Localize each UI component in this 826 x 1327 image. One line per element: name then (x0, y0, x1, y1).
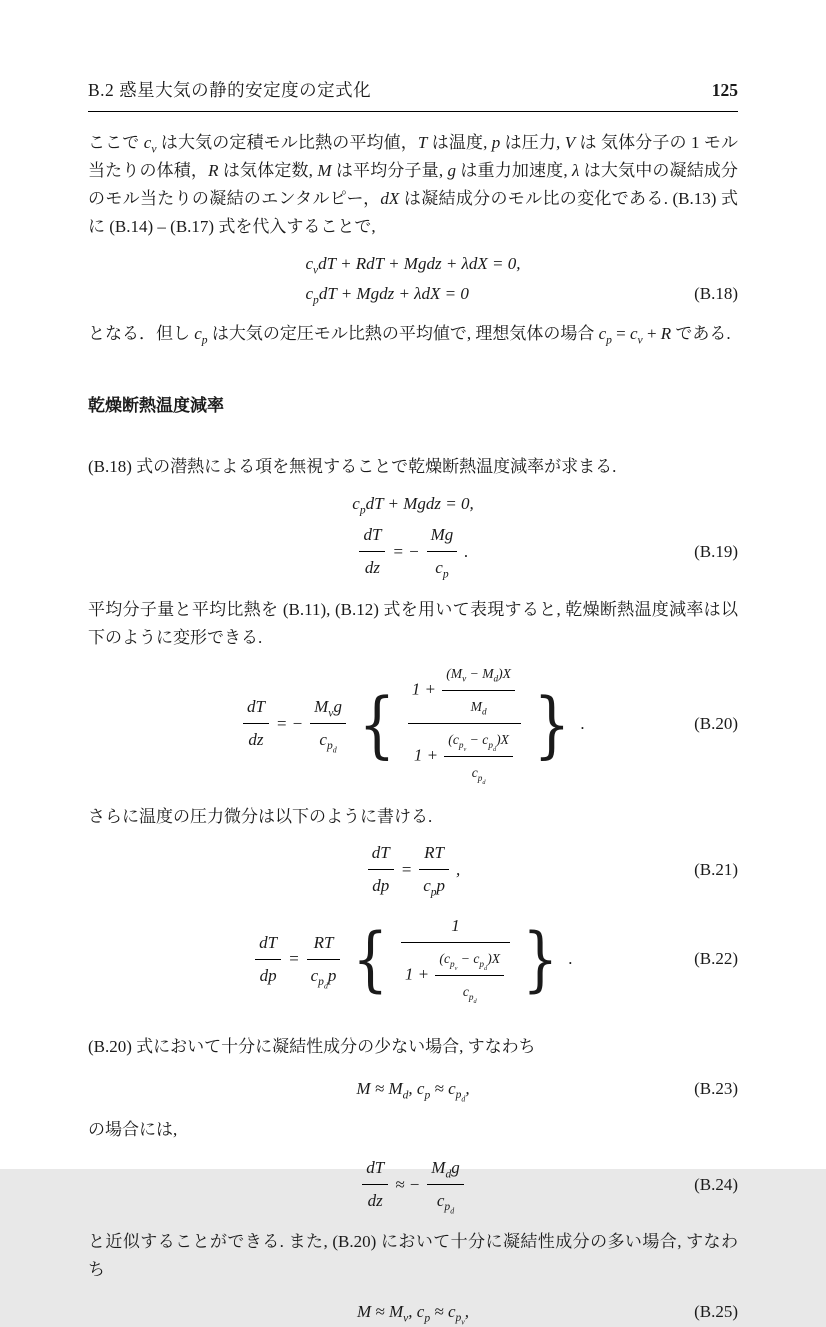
equation-b25 (88, 1297, 738, 1327)
paragraph-before-b21: さらに温度の圧力微分は以下のように書ける. (88, 807, 433, 826)
equation-b18-number: (B.18) (694, 284, 738, 303)
equation-b24-number: (B.24) (694, 1174, 738, 1194)
fraction-RT-cpdp: $\frac{RT}{c_{p_d}p}$ (307, 929, 341, 990)
section-title: B.2 惑星大気の静的安定度の定式化 (88, 80, 372, 100)
fraction-inner-denominator: $\frac{(c_{p_v} - c_{p_d})X}{c_{p_d}}$ (444, 726, 513, 787)
equation-b18 (88, 249, 738, 309)
paragraph-before-b23: (B.20) 式において十分に凝結性成分の少ない場合, すなわち (88, 1037, 536, 1056)
subsection-heading-dry-adiabat: 乾燥断熱温度減率 (88, 396, 224, 415)
equals-minus: = − (392, 541, 420, 561)
fraction-dT-dz: $\frac{dT}{dz}$ (359, 521, 385, 582)
fraction-dT-dz: $\frac{dT}{dz}$ (362, 1154, 388, 1215)
fraction-inner-numerator: $\frac{(M_v - M_d)X}{M_d}$ (442, 660, 515, 721)
equation-b25-line: $M \approx M_v$, $c_p \approx c_{p_v}$, (356, 1302, 470, 1327)
equation-b19-number: (B.19) (694, 542, 738, 561)
fraction-molar-ratio: 1 + $\frac{(M_v - M_d)X}{M_d}$ 1 + $\frac{(c_{p_v} - c_{p_d})X}{c_{p_d}}$ (408, 660, 521, 787)
approx-minus: ≈ − (395, 1174, 421, 1194)
equation-b25-number: (B.25) (694, 1302, 738, 1321)
paragraph-after-b18: となる．但し $c_p$ は大気の定圧モル比熱の平均値で, 理想気体の場合 $c_p = c_v + R$ である. (88, 324, 731, 347)
fraction-RT-cpp: $\frac{RT}{c_pp}$ (419, 839, 449, 900)
equation-b18-line2: $c_pdT$ + Mgdz + λdX = 0 (305, 284, 469, 307)
equation-b20-number: (B.20) (694, 713, 738, 733)
equation-b18-body (88, 249, 738, 309)
equals: = (400, 859, 413, 879)
equation-b24 (88, 1154, 738, 1215)
equation-b21-number: (B.21) (694, 859, 738, 879)
equation-b23-number: (B.23) (694, 1079, 738, 1098)
equation-b21-line (88, 839, 738, 900)
fraction-Mdg-cpd: $\frac{M_dg}{c_{p_d}}$ (427, 1154, 463, 1215)
paragraph-intro-symbols: ここで $c_v$ は大気の定積モル比熱の平均値，T は温度, p は圧力, V は 気体分子の 1 モル当たりの体積，R は気体定数, M は平均分子量, g は重力加速度, λ は大気中の凝結成分のモル当たりの凝結のエンタルピー，dX は凝結成分のモル比の変化である. (B.13) 式に (B.14) – (B.17) 式を代入することで, (88, 133, 739, 236)
equals-minus: = − (275, 713, 304, 733)
fraction-dT-dp: $\frac{dT}{dp}$ (368, 839, 394, 900)
paragraph-before-b20: 平均分子量と平均比熱を (B.11), (B.12) 式を用いて表現すると, 乾燥断熱温度減率は以下のように変形できる. (88, 600, 738, 647)
equation-b19-line1: $c_pdT$ + Mgdz = 0, (352, 494, 474, 517)
paragraph-before-b19: (B.18) 式の潜熱による項を無視することで乾燥断熱温度減率が求まる. (88, 457, 617, 476)
fraction-inner: $\frac{(c_{p_v} - c_{p_d})X}{c_{p_d}}$ (435, 945, 504, 1006)
fraction-dT-dz: $\frac{dT}{dz}$ (243, 693, 269, 754)
comma: , (456, 859, 461, 879)
equation-b19-line2 (88, 521, 738, 582)
period: . (464, 541, 469, 561)
equation-b20 (88, 660, 738, 787)
fraction-Mvg-cpd: $\frac{M_vg}{c_{p_d}}$ (310, 693, 346, 754)
equation-b20-line: $\frac{dT}{dz}$ = − $\frac{M_vg}{c_{p_d}}$ { 1 + $\frac{(M_v - M_d)X}{M_d}$ 1 + $\frac{(c_{p_v} - c_{p_d})X}{c_{p_d}}$ } . (88, 660, 738, 787)
paragraph-no-baai: の場合には, (88, 1120, 178, 1139)
equation-b21 (88, 839, 738, 900)
fraction-dT-dp: $\frac{dT}{dp}$ (255, 929, 281, 990)
equation-b23-line: $M \approx M_d$, $c_p \approx c_{p_d}$, (356, 1079, 470, 1104)
paragraph-before-b25: と近似することができる. また, (B.20) において十分に凝結性成分の多い場合, すなわち (88, 1232, 738, 1279)
equation-b22-number: (B.22) (694, 949, 738, 968)
equation-b19 (88, 489, 738, 582)
equation-b18-line1: $c_vdT$ + RdT + Mgdz + λdX = 0, (305, 254, 521, 277)
running-header (88, 76, 738, 112)
equation-b24-line (88, 1154, 738, 1215)
equation-b22 (88, 912, 738, 1006)
page-number: 125 (711, 80, 738, 100)
equation-b22-line: $\frac{dT}{dp}$ = $\frac{RT}{c_{p_d}p}$ { 1 1 + $\frac{(c_{p_v} - c_{p_d})X}{c_{p_d}}$ } . (88, 912, 738, 1006)
equation-b23 (88, 1074, 738, 1104)
fraction-Mg-cp: $\frac{Mg}{c_p}$ (427, 521, 458, 582)
period: . (568, 949, 573, 968)
fraction-one-over: 1 1 + $\frac{(c_{p_v} - c_{p_d})X}{c_{p_d}}$ (401, 912, 510, 1006)
equals: = (288, 949, 300, 968)
period: . (580, 713, 586, 733)
